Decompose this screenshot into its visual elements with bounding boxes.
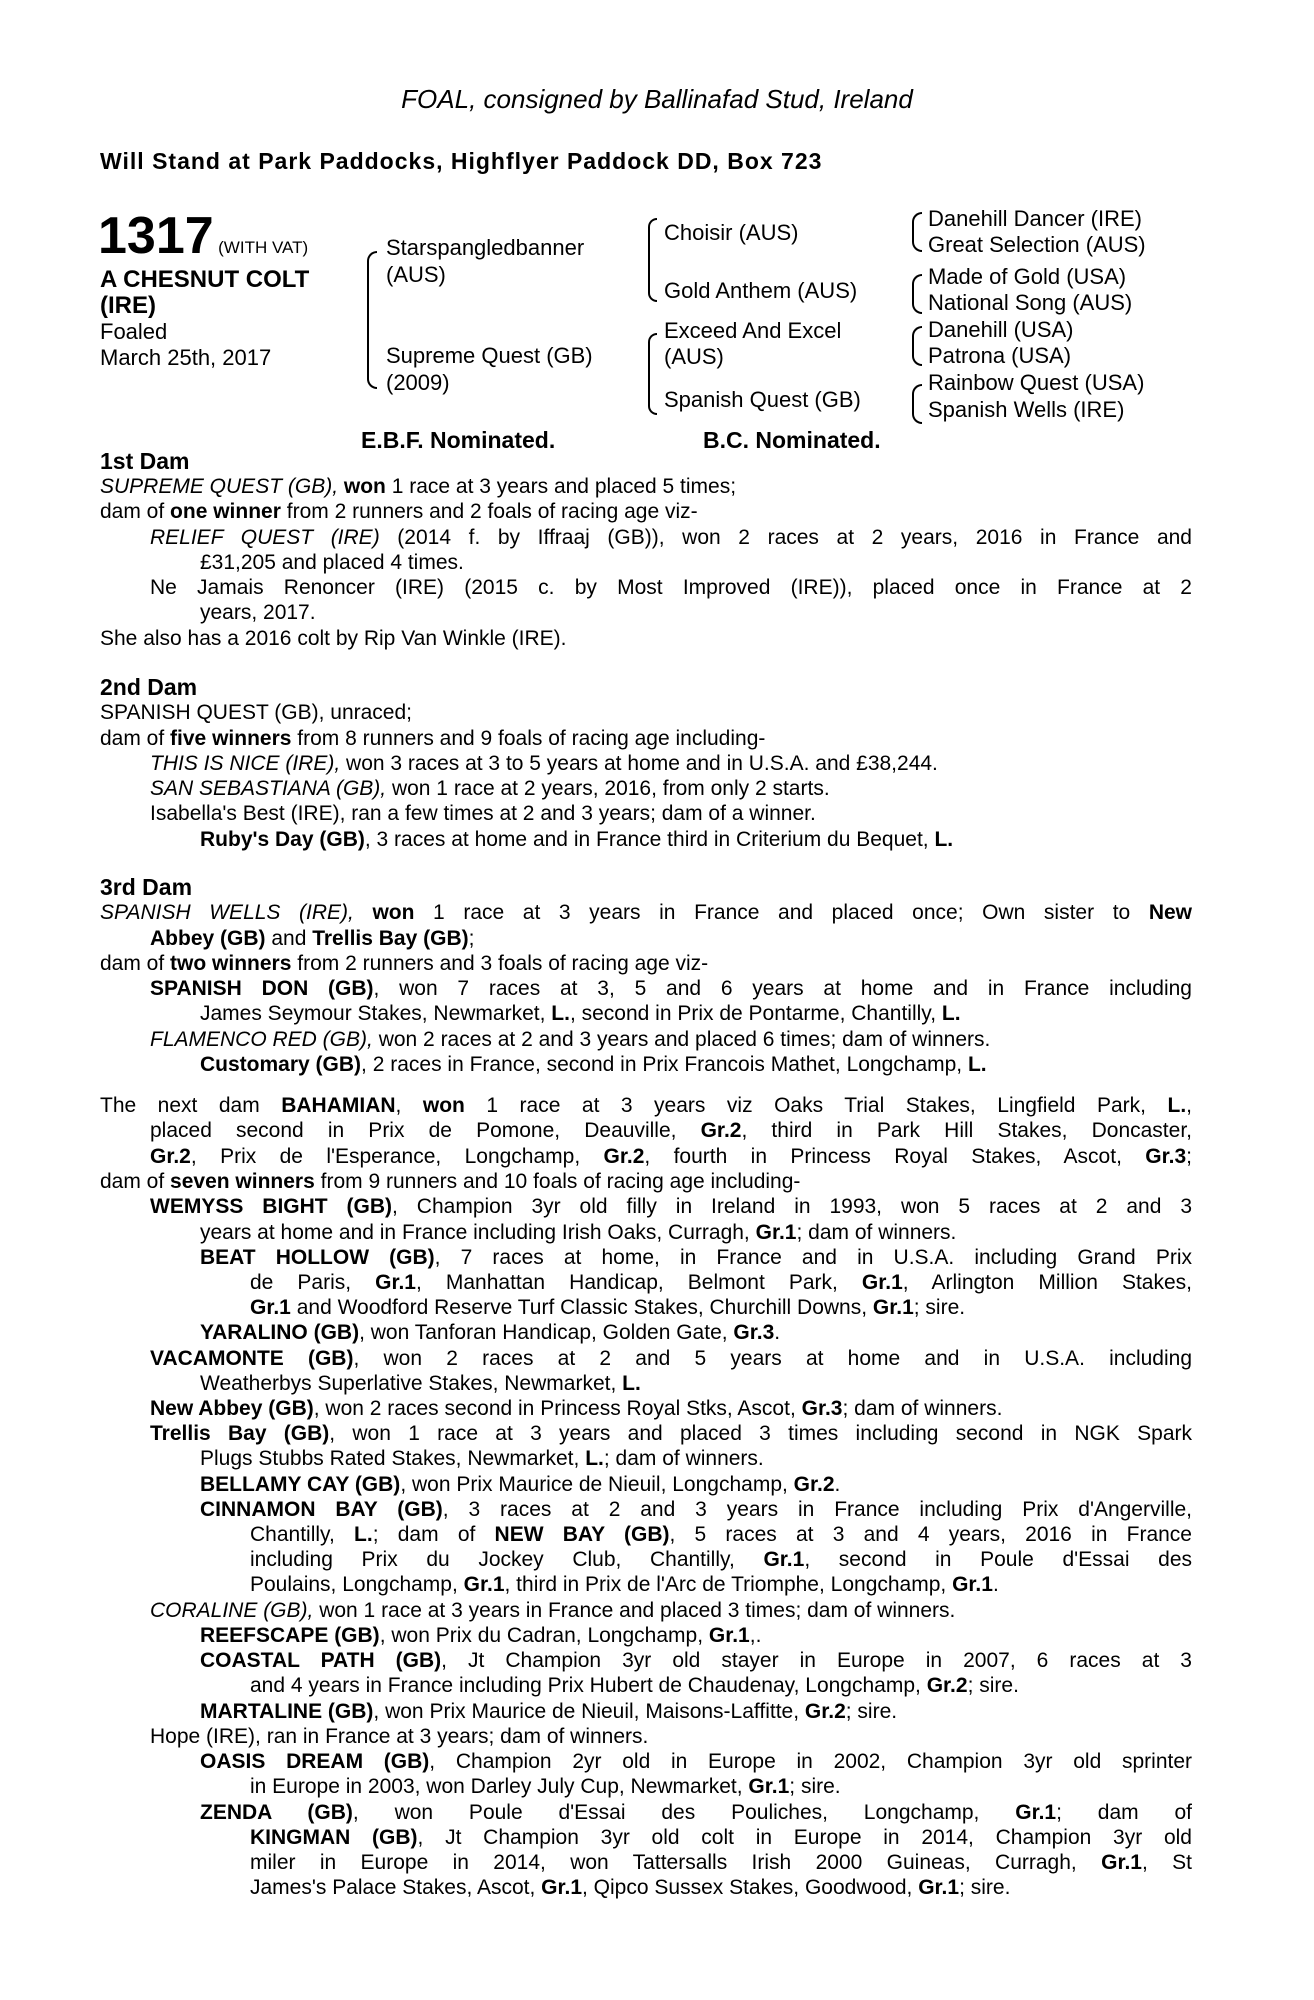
text-line: BELLAMY CAY (GB), won Prix Maurice de Nieuil, Longchamp, Gr.2. — [200, 1473, 841, 1496]
text-line: CORALINE (GB), won 1 race at 3 years in France and placed 3 times; dam of winners. — [150, 1599, 956, 1622]
text-line: ZENDA (GB), won Poule d'Essai des Pouliches, Longchamp, Gr.1; dam of — [200, 1801, 1193, 1824]
text-line: SAN SEBASTIANA (GB), won 1 race at 2 years, 2016, from only 2 starts. — [150, 777, 830, 800]
text-line: dam of one winner from 2 runners and 2 foals of racing age viz- — [100, 500, 698, 523]
text-line: Ne Jamais Renoncer (IRE) (2015 c. by Most Improved (IRE)), placed once in France at 2 — [150, 576, 1192, 599]
second-dam-heading: 2nd Dam — [100, 674, 198, 700]
dam-year: (2009) — [386, 370, 450, 395]
pedigree-bracket-g4 — [912, 384, 922, 424]
text-line: Trellis Bay (GB), won 1 race at 3 years and placed 3 times including second in NGK Spark — [150, 1422, 1192, 1445]
great-grandsire-1: Danehill Dancer (IRE) — [928, 206, 1142, 231]
foaled-date: March 25th, 2017 — [100, 345, 272, 370]
great-grandsire-3: Danehill (USA) — [928, 317, 1074, 342]
text-line: REEFSCAPE (GB), won Prix du Cadran, Longchamp, Gr.1,. — [200, 1624, 762, 1647]
lot-number: 1317 — [98, 207, 214, 265]
text-line: Chantilly, L.; dam of NEW BAY (GB), 5 races at 3 and 4 years, 2016 in France — [250, 1523, 1192, 1546]
great-granddam-4: Spanish Wells (IRE) — [928, 397, 1125, 422]
third-dam-heading: 3rd Dam — [100, 874, 193, 900]
sire-dam: Gold Anthem (AUS) — [664, 278, 858, 303]
pedigree-bracket-main — [367, 251, 377, 389]
text-line: dam of seven winners from 9 runners and 10 foals of racing age including- — [100, 1170, 801, 1193]
text-line: COASTAL PATH (GB), Jt Champion 3yr old stayer in Europe in 2007, 6 races at 3 — [200, 1649, 1192, 1672]
pedigree-bracket-sire — [648, 218, 657, 302]
text-line: Hope (IRE), ran in France at 3 years; dam of winners. — [150, 1725, 649, 1748]
text-line: and 4 years in France including Prix Hubert de Chaudenay, Longchamp, Gr.2; sire. — [250, 1674, 1019, 1697]
venue-line: Will Stand at Park Paddocks, Highflyer Paddock DD, Box 723 — [100, 148, 823, 174]
sire-country: (AUS) — [386, 262, 446, 287]
bc-nominated: B.C. Nominated. — [703, 427, 881, 453]
text-line: OASIS DREAM (GB), Champion 2yr old in Europe in 2002, Champion 3yr old sprinter — [200, 1750, 1193, 1773]
text-line: CINNAMON BAY (GB), 3 races at 2 and 3 years in France including Prix d'Angerville, — [200, 1498, 1192, 1521]
vat-note: (WITH VAT) — [218, 238, 309, 257]
text-line: miler in Europe in 2014, won Tattersalls Irish 2000 Guineas, Curragh, Gr.1, St — [250, 1851, 1193, 1874]
text-line: years at home and in France including Irish Oaks, Curragh, Gr.1; dam of winners. — [200, 1221, 957, 1244]
text-line: Ruby's Day (GB), 3 races at home and in France third in Criterium du Bequet, L. — [200, 828, 954, 851]
text-line: Weatherbys Superlative Stakes, Newmarket, L. — [200, 1372, 641, 1395]
pedigree-bracket-g3 — [912, 326, 922, 366]
text-line: dam of five winners from 8 runners and 9 foals of racing age including- — [100, 727, 766, 750]
pedigree-bracket-g1 — [912, 212, 922, 252]
text-line: FLAMENCO RED (GB), won 2 races at 2 and 3 years and placed 6 times; dam of winners. — [150, 1028, 991, 1051]
great-granddam-2: National Song (AUS) — [928, 290, 1133, 315]
lot-description: A CHESNUT COLT — [100, 266, 310, 293]
text-line: dam of two winners from 2 runners and 3 foals of racing age viz- — [100, 952, 709, 975]
text-line: YARALINO (GB), won Tanforan Handicap, Golden Gate, Gr.3. — [200, 1321, 781, 1344]
text-line: in Europe in 2003, won Darley July Cup, Newmarket, Gr.1; sire. — [250, 1775, 841, 1798]
text-line: James Seymour Stakes, Newmarket, L., second in Prix de Pontarme, Chantilly, L. — [200, 1002, 961, 1025]
text-line: THIS IS NICE (IRE), won 3 races at 3 to 5 years at home and in U.S.A. and £38,244. — [150, 752, 938, 775]
pedigree-bracket-dam — [648, 333, 657, 415]
text-line: She also has a 2016 colt by Rip Van Winkle (IRE). — [100, 627, 567, 650]
dam-sire: Exceed And Excel — [664, 318, 842, 343]
dam-dam: Spanish Quest (GB) — [664, 387, 861, 412]
text-line: SPANISH QUEST (GB), unraced; — [100, 701, 412, 724]
text-line: Gr.1 and Woodford Reserve Turf Classic Stakes, Churchill Downs, Gr.1; sire. — [250, 1296, 966, 1319]
lot-description-country: (IRE) — [100, 292, 156, 319]
text-line: Abbey (GB) and Trellis Bay (GB); — [150, 927, 475, 950]
great-granddam-3: Patrona (USA) — [928, 343, 1072, 368]
text-line: Plugs Stubbs Rated Stakes, Newmarket, L.; dam of winners. — [200, 1447, 764, 1470]
great-grandsire-2: Made of Gold (USA) — [928, 264, 1127, 289]
text-line: MARTALINE (GB), won Prix Maurice de Nieuil, Maisons-Laffitte, Gr.2; sire. — [200, 1700, 898, 1723]
dam-name: Supreme Quest (GB) — [386, 343, 593, 368]
foaled-label: Foaled — [100, 319, 168, 344]
sire-name: Starspangledbanner — [386, 235, 585, 260]
text-line: SPANISH WELLS (IRE), won 1 race at 3 years in France and placed once; Own sister to New — [100, 901, 1192, 924]
text-line: Poulains, Longchamp, Gr.1, third in Prix de l'Arc de Triomphe, Longchamp, Gr.1. — [250, 1573, 999, 1596]
text-line: SPANISH DON (GB), won 7 races at 3, 5 and 6 years at home and in France including — [150, 977, 1192, 1000]
text-line: years, 2017. — [200, 601, 316, 624]
pedigree-bracket-g2 — [912, 274, 922, 314]
text-line: including Prix du Jockey Club, Chantilly, Gr.1, second in Poule d'Essai des — [250, 1548, 1192, 1571]
sire-sire: Choisir (AUS) — [664, 220, 799, 245]
text-line: placed second in Prix de Pomone, Deauville, Gr.2, third in Park Hill Stakes, Doncaster, — [150, 1119, 1192, 1142]
text-line: New Abbey (GB), won 2 races second in Princess Royal Stks, Ascot, Gr.3; dam of winners. — [150, 1397, 1003, 1420]
text-line: The next dam BAHAMIAN, won 1 race at 3 years viz Oaks Trial Stakes, Lingfield Park, L., — [100, 1094, 1193, 1117]
text-line: SUPREME QUEST (GB), won 1 race at 3 years and placed 5 times; — [100, 475, 737, 498]
text-line: Isabella's Best (IRE), ran a few times at 2 and 3 years; dam of a winner. — [150, 802, 816, 825]
text-line: £31,205 and placed 4 times. — [200, 551, 464, 574]
text-line: BEAT HOLLOW (GB), 7 races at home, in France and in U.S.A. including Grand Prix — [200, 1246, 1192, 1269]
great-granddam-1: Great Selection (AUS) — [928, 232, 1146, 257]
page-header-title: FOAL, consigned by Ballinafad Stud, Ireland — [401, 84, 913, 114]
ebf-nominated: E.B.F. Nominated. — [361, 427, 556, 453]
lot-number-row — [98, 206, 308, 266]
text-line: KINGMAN (GB), Jt Champion 3yr old colt in Europe in 2014, Champion 3yr old — [250, 1826, 1192, 1849]
text-line: Customary (GB), 2 races in France, second in Prix Francois Mathet, Longchamp, L. — [200, 1053, 987, 1076]
text-line: RELIEF QUEST (IRE) (2014 f. by Iffraaj (GB)), won 2 races at 2 years, 2016 in France and — [150, 526, 1192, 549]
text-line: Gr.2, Prix de l'Esperance, Longchamp, Gr.2, fourth in Princess Royal Stakes, Ascot, Gr.3; — [150, 1145, 1192, 1168]
text-line: de Paris, Gr.1, Manhattan Handicap, Belmont Park, Gr.1, Arlington Million Stakes, — [250, 1271, 1192, 1294]
text-line: VACAMONTE (GB), won 2 races at 2 and 5 years at home and in U.S.A. including — [150, 1347, 1192, 1370]
text-line: WEMYSS BIGHT (GB), Champion 3yr old filly in Ireland in 1993, won 5 races at 2 and 3 — [150, 1195, 1193, 1218]
text-line: James's Palace Stakes, Ascot, Gr.1, Qipco Sussex Stakes, Goodwood, Gr.1; sire. — [250, 1876, 1011, 1899]
first-dam-heading: 1st Dam — [100, 448, 190, 474]
dam-sire-country: (AUS) — [664, 344, 724, 369]
great-grandsire-4: Rainbow Quest (USA) — [928, 370, 1145, 395]
